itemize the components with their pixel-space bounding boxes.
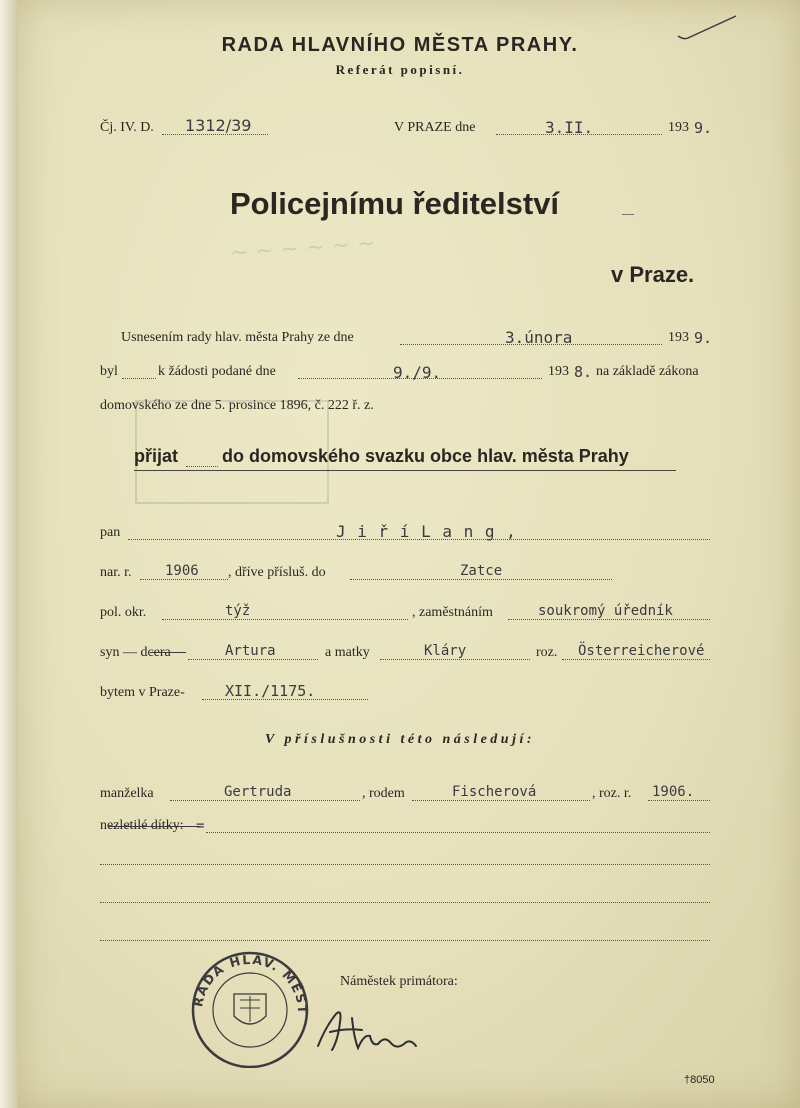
- formerly-place: Zatce: [460, 563, 503, 579]
- wife-born-name: Fischerová: [452, 784, 537, 800]
- mother-born-dotted-line: [562, 659, 710, 660]
- residence-label: bytem v Praze-: [100, 685, 185, 700]
- father-dotted-line: [188, 659, 318, 660]
- district-dotted-line: [162, 619, 408, 620]
- born-dotted-line: [140, 579, 228, 580]
- wife-born-dotted-line: [412, 800, 590, 801]
- father-name: Artura: [225, 643, 276, 659]
- resolution-year-prefix: 193: [668, 330, 689, 345]
- person-name: J i ř í L a n g ,: [336, 522, 517, 541]
- addressee-dash: [622, 214, 634, 215]
- born-label: nar. r.: [100, 565, 132, 580]
- accepted-word: přijat: [134, 446, 179, 466]
- born-name-label: roz.: [536, 645, 558, 660]
- accepted-dotted-line: [186, 466, 218, 467]
- law-label: na základě zákona: [596, 364, 699, 379]
- official-round-stamp: [182, 948, 318, 1068]
- district-value: týž: [225, 603, 251, 619]
- reference-year-suffix: 9.: [694, 119, 713, 137]
- reference-number: 1312/39: [185, 116, 252, 135]
- son-label: syn — dcera: [100, 645, 171, 660]
- wife-year: 1906.: [652, 784, 695, 800]
- resolution-intro: Usnesením rady hlav. města Prahy ze dne: [121, 330, 354, 345]
- residence-value: XII./1175.: [225, 682, 316, 700]
- wife-year-label: , roz. r.: [592, 786, 632, 801]
- form-number: †8050: [684, 1074, 715, 1086]
- children-value: =: [196, 818, 205, 834]
- mother-label: a matky: [325, 645, 370, 660]
- header-subtitle: Referát popisní.: [335, 62, 465, 77]
- reference-date: 3.II.: [545, 118, 594, 137]
- job-value: soukromý úředník: [538, 603, 673, 619]
- request-label: k žádosti podané dne: [158, 364, 276, 379]
- handwritten-signature: [312, 1000, 422, 1070]
- svg-text:RADA HLAV. MĚSTA PRAHY: RADA HLAV. MĚST: [190, 951, 311, 1015]
- formerly-label: , dříve přísluš. do: [228, 565, 326, 580]
- mother-name: Kláry: [424, 643, 467, 659]
- district-label: pol. okr.: [100, 605, 147, 620]
- resolution-year-suffix: 9.: [694, 329, 713, 347]
- addressee-city: v Praze.: [611, 262, 695, 287]
- addressee-heading: Policejnímu ředitelství: [230, 186, 560, 221]
- job-label: , zaměstnáním: [412, 605, 493, 620]
- byl-dotted-line: [122, 378, 156, 379]
- formerly-dotted-line: [350, 579, 612, 580]
- children-label: nezletilé dítky:: [100, 818, 184, 833]
- place-label: V PRAZE dne: [394, 120, 476, 135]
- reference-year-prefix: 193: [668, 120, 689, 135]
- blank-dotted-line-1: [100, 864, 710, 865]
- wife-label: manželka: [100, 786, 154, 801]
- wife-dotted-line: [170, 800, 360, 801]
- request-year-suffix: 8.: [574, 363, 593, 381]
- paper-left-edge: [0, 0, 18, 1108]
- resolution-date: 3.února: [505, 328, 573, 347]
- children-strikeout: [108, 826, 200, 827]
- document-paper: [18, 0, 800, 1108]
- header-title: RADA HLAVNÍHO MĚSTA PRAHY.: [221, 34, 579, 56]
- signature-label: Náměstek primátora:: [340, 974, 458, 989]
- dcera-strikeout: [150, 652, 186, 653]
- job-dotted-line: [508, 619, 710, 620]
- mother-born-name: Österreicherové: [578, 643, 705, 659]
- children-dotted-line: [206, 832, 710, 833]
- request-date: 9./9.: [393, 363, 442, 382]
- reference-label: Čj. IV. D.: [100, 120, 154, 135]
- accepted-underline: [134, 470, 676, 471]
- law-line: domovského ze dne 5. prosince 1896, č. 222 ř. z.: [100, 398, 374, 413]
- wife-year-dotted-line: [648, 800, 710, 801]
- mother-dotted-line: [380, 659, 530, 660]
- pan-label: pan: [100, 525, 121, 540]
- blank-dotted-line-2: [100, 902, 710, 903]
- born-year: 1906: [165, 563, 199, 579]
- byl-label: byl: [100, 364, 118, 379]
- wife-name: Gertruda: [224, 784, 292, 800]
- wife-born-label: , rodem: [362, 786, 405, 801]
- accepted-rest: do domovského svazku obce hlav. města Prahy: [222, 446, 629, 466]
- blank-dotted-line-3: [100, 940, 710, 941]
- family-heading: V příslušnosti této následují:: [264, 732, 536, 747]
- request-year-prefix: 193: [548, 364, 569, 379]
- faint-background-stamp: ~ ~ ~ ~ ~ ~: [229, 230, 377, 267]
